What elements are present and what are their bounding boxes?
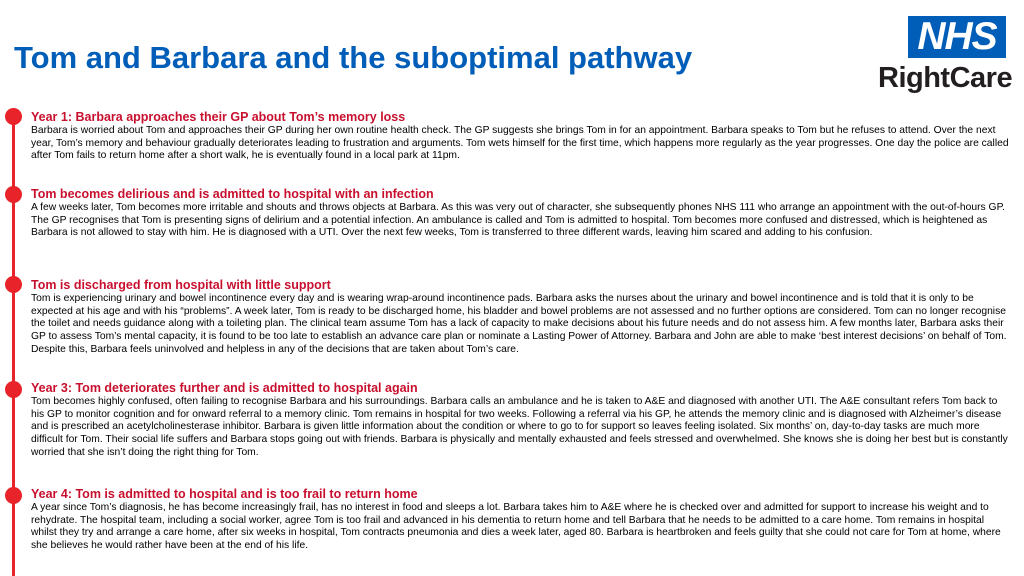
section-heading: Year 4: Tom is admitted to hospital and is too frail to return home	[31, 487, 418, 501]
timeline-section-year-4	[31, 487, 1011, 553]
section-heading: Year 1: Barbara approaches their GP about Tom’s memory loss	[31, 110, 406, 124]
timeline-section-year-3	[31, 381, 1011, 460]
section-heading: Tom becomes delirious and is admitted to hospital with an infection	[31, 187, 434, 201]
nhs-rightcare-logo	[878, 15, 1013, 98]
timeline-dot-delirium	[5, 186, 22, 203]
timeline-section-discharge	[31, 278, 1011, 357]
section-heading: Year 3: Tom deteriorates further and is admitted to hospital again	[31, 381, 418, 395]
rightcare-logo-text: RightCare	[878, 62, 1013, 94]
section-body: Tom is experiencing urinary and bowel incontinence every day and is wearing wrap-around incontinence pads. Barbara asks the nurses about the urinary and bowel incontinence and is told that it is only to be expected at his age and with his “problems”. A week later, Tom is ready to be discharged home, his bladder and bowel problems are not assessed and no further options are considered. Tom can no longer recognise the toilet and needs guidance along with a toileting plan. The clinical team assume Tom has a lack of capacity to make decisions about his future needs and do not assess him. A few months later, Barbara asks their GP to assess Tom’s mental capacity, it is found to be too late to establish an advance care plan or nominate a Lasting Power of Attorney. Barbara and John are able to make ‘best interest decisions’ on behalf of Tom. Despite this, Barbara feels uninvolved and helpless in any of the decisions that are taken about Tom’s care.	[31, 293, 1007, 355]
timeline-dot-discharge	[5, 276, 22, 293]
timeline-dot-year-3	[5, 381, 22, 398]
section-body: Barbara is worried about Tom and approaches their GP during her own routine health check. The GP suggests she brings Tom in for an appointment. Barbara speaks to Tom but he refuses to attend. Over the next year, Tom’s memory and behaviour gradually deteriorates leading to frustration and arguments. Tom wets himself for the first time, which happens more regularly as the year progresses. One day the police are called after Tom fails to return home after a short walk, he is eventually found in a local park at 11pm.	[31, 125, 1009, 162]
page-title: Tom and Barbara and the suboptimal pathway	[14, 40, 693, 75]
section-body: A few weeks later, Tom becomes more irritable and shouts and throws objects at Barbara. As this was very out of character, she subsequently phones NHS 111 who arrange an appointment with the out-of-hours GP. The GP recognises that Tom is presenting signs of delirium and a potential infection. An ambulance is called and Tom is admitted to hospital. Tom becomes more confused and distressed, which is heightened as Barbara is not allowed to stay with him. He is diagnosed with a UTI. Over the next few weeks, Tom is transferred to three different wards, leaving him scared and adding to his confusion.	[31, 202, 1005, 239]
timeline-dot-year-4	[5, 487, 22, 504]
section-heading: Tom is discharged from hospital with little support	[31, 278, 331, 292]
nhs-logo: NHS	[908, 16, 1006, 58]
timeline-dot-year-1	[5, 108, 22, 125]
section-body: A year since Tom’s diagnosis, he has become increasingly frail, has no interest in food and sleeps a lot. Barbara takes him to A&E where he is checked over and admitted for support to increase his weight and to rehydrate. The hospital team, including a social worker, agree Tom is too frail and advanced in his dementia to return home and tell Barbara that he needs to be admitted to a care home. Tom remains in hospital whilst they try and arrange a care home, after six weeks in hospital, Tom contracts pneumonia and dies a week later, aged 80. Barbara is heartbroken and feels guilty that she could not care for Tom at home, where she believes he would rather have been at the end of his life.	[31, 502, 1001, 552]
timeline-line	[12, 116, 15, 576]
timeline-section-year-1	[31, 110, 1011, 163]
section-body: Tom becomes highly confused, often failing to recognise Barbara and his surroundings. Barbara calls an ambulance and he is taken to A&E and diagnosed with another UTI. The A&E consultant refers Tom back to his GP to monitor cognition and for onward referral to a memory clinic. Tom remains in hospital for two weeks. Following a referral via his GP, he attends the memory clinic and is diagnosed with Alzheimer’s disease and is prescribed an acetylcholinesterase inhibitor. Barbara is given little information about the condition or where to go to for support so leaves feeling isolated. Six months’ on, day-to-day tasks are much more difficult for Tom. Their social life suffers and Barbara stops going out with friends. Barbara is physically and mentally exhausted and feels stressed and overwhelmed. She knows she is doing her best but is constantly worried that she isn’t doing the right thing for Tom.	[31, 396, 1008, 458]
timeline-section-delirium	[31, 187, 1011, 240]
